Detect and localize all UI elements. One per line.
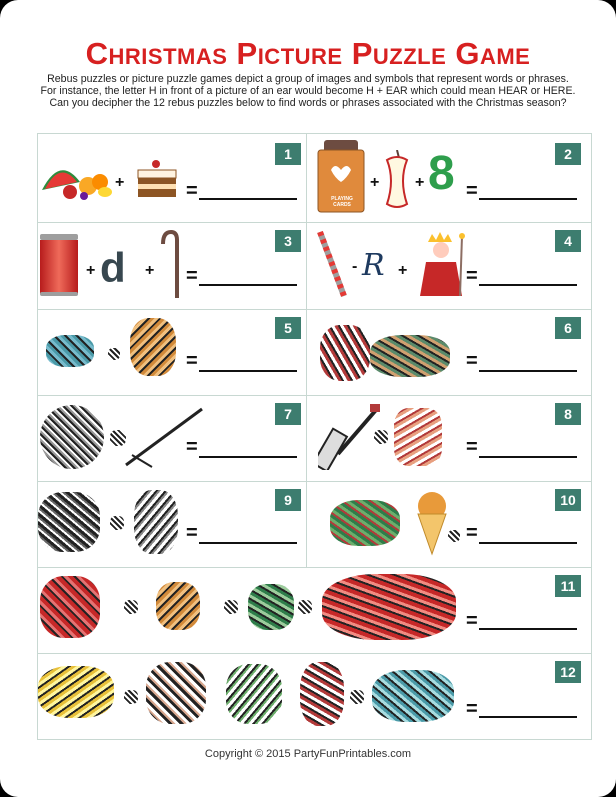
answer-blank — [479, 198, 577, 200]
puzzle-number: 2 — [555, 143, 581, 165]
plus-sign: + — [415, 174, 425, 191]
soda-can-icon — [38, 232, 80, 298]
equals-sign: = — [466, 180, 478, 202]
equals-sign: = — [466, 610, 478, 632]
intro-line-2: For instance, the letter H in front of a picture of an ear would become H + EAR which could mean HEAR or HERE. — [40, 85, 576, 97]
apple-core-icon — [382, 150, 412, 214]
hidden-picture — [38, 666, 114, 718]
hidden-symbol — [124, 600, 138, 614]
hidden-symbol — [110, 516, 124, 530]
hidden-symbol — [108, 348, 120, 360]
equals-sign: = — [186, 522, 198, 544]
puzzle-number: 1 — [275, 143, 301, 165]
grid-divider — [37, 567, 592, 568]
cake-icon — [134, 158, 180, 202]
hidden-symbol — [224, 600, 238, 614]
grid-divider — [37, 222, 592, 223]
hidden-picture — [130, 318, 176, 376]
plus-sign: + — [115, 174, 125, 191]
plus-sign: + — [370, 174, 380, 191]
answer-blank — [199, 198, 297, 200]
hidden-picture — [226, 664, 282, 724]
answer-blank — [479, 542, 577, 544]
hidden-picture — [320, 325, 370, 381]
king-icon — [414, 232, 468, 298]
plus-sign: + — [86, 262, 96, 279]
hidden-picture — [134, 490, 178, 554]
straw-icon — [316, 228, 350, 300]
hidden-picture — [40, 405, 104, 469]
digit-eight: 8 — [428, 147, 455, 200]
ice-cream-cone-icon — [414, 490, 450, 556]
hidden-picture — [370, 335, 450, 377]
hidden-picture — [38, 492, 100, 552]
grid-divider — [37, 395, 592, 396]
equals-sign: = — [186, 265, 198, 287]
puzzle-number: 12 — [555, 661, 581, 683]
hidden-picture — [146, 662, 206, 724]
answer-blank — [199, 370, 297, 372]
grid-divider — [37, 481, 592, 482]
answer-blank — [479, 370, 577, 372]
answer-blank — [199, 456, 297, 458]
copyright-footer: Copyright © 2015 PartyFunPrintables.com — [204, 748, 412, 760]
equals-sign: = — [466, 436, 478, 458]
equals-sign: = — [466, 265, 478, 287]
hidden-symbol — [350, 690, 364, 704]
hidden-picture — [46, 335, 94, 367]
equals-sign: = — [186, 180, 198, 202]
hidden-picture — [322, 574, 456, 640]
fruit-icon — [40, 160, 112, 202]
answer-blank — [479, 716, 577, 718]
grid-divider — [37, 653, 592, 654]
puzzle-number: 7 — [275, 403, 301, 425]
hidden-picture — [394, 408, 442, 466]
hidden-picture — [40, 576, 100, 638]
puzzle-number: 4 — [555, 230, 581, 252]
puzzle-number: 6 — [555, 317, 581, 339]
equals-sign: = — [186, 350, 198, 372]
grid-divider-vertical — [306, 133, 307, 567]
equals-sign: = — [186, 436, 198, 458]
puzzle-number: 5 — [275, 317, 301, 339]
grid-divider — [37, 309, 592, 310]
hidden-symbol — [124, 690, 138, 704]
hidden-symbol — [374, 430, 388, 444]
hidden-symbol — [448, 530, 460, 542]
hidden-symbol — [298, 600, 312, 614]
puzzle-number: 3 — [275, 230, 301, 252]
answer-blank — [199, 284, 297, 286]
minus-sign: - — [352, 258, 358, 275]
letter-r: R — [362, 248, 385, 283]
hidden-picture — [372, 670, 454, 722]
hidden-picture — [248, 584, 294, 630]
answer-blank — [479, 456, 577, 458]
answer-blank — [479, 284, 577, 286]
card-label: PLAYING CARDS — [331, 196, 353, 208]
answer-blank — [199, 542, 297, 544]
letter-d: d — [100, 244, 126, 291]
plus-sign: + — [145, 262, 155, 279]
intro-line-3: Can you decipher the 12 rebus puzzles below to find words or phrases associated with the Christmas season? — [49, 97, 567, 109]
puzzle-number: 9 — [275, 489, 301, 511]
equals-sign: = — [466, 522, 478, 544]
puzzle-number: 11 — [555, 575, 581, 597]
plus-sign: + — [398, 262, 408, 279]
cane-icon — [158, 230, 180, 300]
hidden-picture — [330, 500, 400, 546]
intro-text — [20, 73, 596, 109]
hidden-picture — [300, 662, 344, 726]
equals-sign: = — [466, 698, 478, 720]
intro-line-1: Rebus puzzles or picture puzzle games depict a group of images and symbols that represent words or phrases. — [47, 73, 569, 85]
page-title: Christmas Picture Puzzle Game — [85, 36, 531, 71]
equals-sign: = — [466, 350, 478, 372]
puzzle-number: 10 — [555, 489, 581, 511]
hidden-picture — [156, 582, 200, 630]
answer-blank — [479, 628, 577, 630]
puzzle-number: 8 — [555, 403, 581, 425]
